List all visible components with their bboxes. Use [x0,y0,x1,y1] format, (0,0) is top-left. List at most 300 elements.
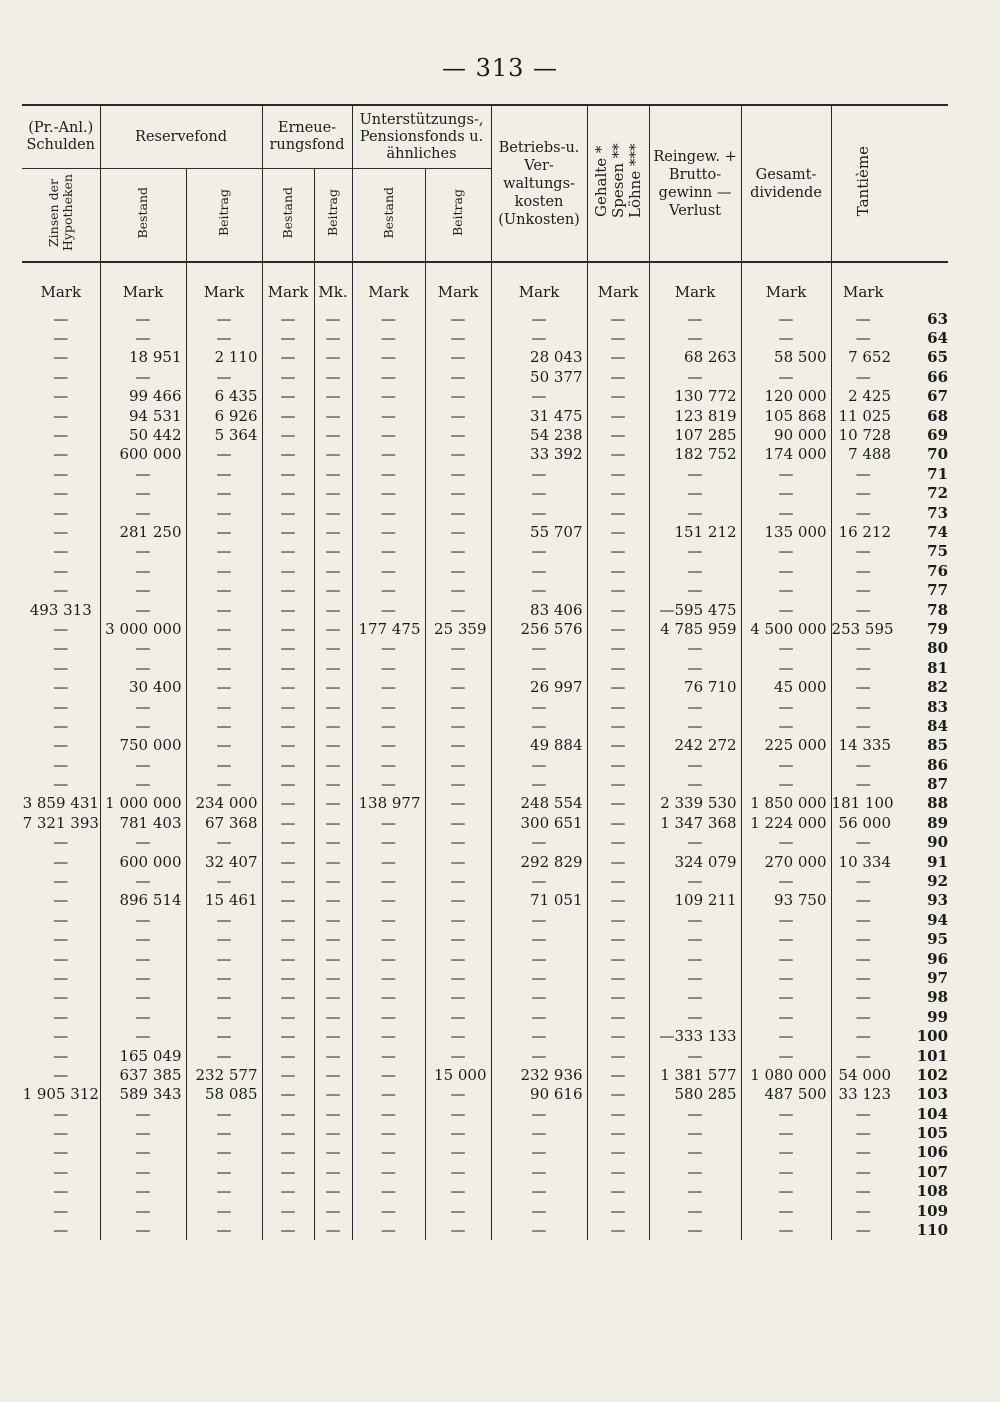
table-cell: — [53,367,69,386]
row-number: 84 [927,716,949,735]
table-cell: — [741,1104,831,1123]
table-cell: — [53,1143,69,1162]
table-cell: — [186,561,262,580]
table-cell: — [425,580,491,599]
table-cell: — [53,1007,69,1026]
table-cell: — [314,677,352,696]
table-cell: — [53,309,69,328]
table-row [22,522,948,541]
table-cell: — [262,542,314,561]
table-cell: — [352,1201,425,1220]
table-cell: — [649,716,741,735]
table-cell: — [100,658,186,677]
table-cell: — [649,639,741,658]
table-cell: — [53,833,69,852]
table-cell: — [53,639,69,658]
table-cell: — [314,348,352,367]
table-row [22,503,948,522]
table-cell: — [831,464,895,483]
table-cell: — [262,1162,314,1181]
table-cell: — [491,639,587,658]
table-cell: — [186,1201,262,1220]
table-cell: — [262,1201,314,1220]
table-cell: — [262,639,314,658]
table-cell: — [649,910,741,929]
table-cell: — [314,774,352,793]
table-cell: — [649,1162,741,1181]
table-cell: — [262,930,314,949]
table-cell: — [741,639,831,658]
table-cell: — [262,1026,314,1045]
table-cell: — [262,1123,314,1142]
table-cell: — [425,406,491,425]
table-cell: — [262,1065,314,1084]
table-cell: — [587,813,649,832]
table-cell: — [352,1065,425,1084]
table-cell: — [649,309,741,328]
unit-cell: Mark [587,275,649,309]
table-cell: — [53,1104,69,1123]
table-cell: — [491,1007,587,1026]
table-cell: — [262,367,314,386]
table-cell: — [314,406,352,425]
table-cell: 4 500 000 [741,619,831,638]
table-cell: 493 313 [29,600,92,619]
table-cell: 14 335 [831,736,895,755]
table-cell: 18 951 [100,348,186,367]
table-row [22,561,948,580]
table-cell: 2 425 [831,387,895,406]
table-cell: — [741,1046,831,1065]
table-cell: — [741,1162,831,1181]
table-cell: — [425,639,491,658]
table-cell: — [425,988,491,1007]
unit-cell: Mark [262,275,314,309]
table-cell: — [262,1007,314,1026]
table-cell: 55 707 [491,522,587,541]
table-cell: 7 321 393 [22,813,99,832]
table-cell: 90 616 [491,1085,587,1104]
table-cell: — [491,1182,587,1201]
table-cell: — [649,464,741,483]
table-cell: — [262,988,314,1007]
table-cell: — [100,1182,186,1201]
table-cell: — [314,309,352,328]
row-number: 108 [916,1182,949,1201]
table-cell: — [491,328,587,347]
table-cell: — [425,561,491,580]
table-cell: — [741,1220,831,1239]
table-cell: — [352,755,425,774]
table-cell: — [314,367,352,386]
table-cell: 232 936 [491,1065,587,1084]
table-cell: — [491,910,587,929]
row-number: 92 [927,872,949,891]
table-cell: — [649,580,741,599]
table-cell: 4 785 959 [649,619,741,638]
table-cell: — [831,367,895,386]
table-cell: — [100,1162,186,1181]
table-row [22,348,948,367]
table-cell: — [53,542,69,561]
table-cell: 58 085 [186,1085,262,1104]
row-number: 85 [927,736,949,755]
table-row [22,445,948,464]
table-row [22,425,948,444]
table-cell: — [352,1143,425,1162]
table-cell: — [491,1046,587,1065]
table-cell: 292 829 [491,852,587,871]
table-row [22,697,948,716]
header-unterstuetzung: Unterstützungs-, Pensionsfonds u. ähnliches [352,105,491,169]
table-cell: — [741,755,831,774]
table-cell: — [425,1123,491,1142]
table-cell: — [425,774,491,793]
table-cell: — [100,871,186,890]
table-cell: — [53,581,69,600]
table-cell: — [587,968,649,987]
table-cell: — [186,736,262,755]
unit-cell: Mk. [314,275,352,309]
table-cell: 487 500 [741,1085,831,1104]
table-cell: — [262,852,314,871]
table-cell: 5 364 [186,425,262,444]
table-cell: 589 343 [100,1085,186,1104]
row-number: 99 [927,1007,949,1026]
header-reservefond: Reservefond [100,105,262,169]
table-cell: — [262,774,314,793]
table-cell: — [587,988,649,1007]
table-cell: — [425,445,491,464]
row-number: 65 [927,348,949,367]
table-cell: — [491,716,587,735]
table-row [22,891,948,910]
table-cell: — [491,1220,587,1239]
table-cell: — [491,833,587,852]
subheader-reserve-bestand: Bestand [135,187,150,239]
table-cell: — [425,1143,491,1162]
subheader-reserve-beitrag: Beitrag [216,189,231,237]
table-cell: — [314,1201,352,1220]
table-cell: — [587,658,649,677]
table-cell: — [587,1162,649,1181]
table-cell: 182 752 [649,445,741,464]
unit-cell: Mark [831,275,895,309]
table-cell: — [831,1026,895,1045]
subheader-unterst-bestand: Bestand [380,187,396,239]
table-cell: — [186,968,262,987]
header-gesamtdividende: Gesamt-dividende [741,105,831,262]
table-cell: — [649,833,741,852]
table-cell: — [831,639,895,658]
table-cell: — [352,387,425,406]
table-cell: — [352,736,425,755]
table-cell: — [352,1085,425,1104]
table-cell: — [262,910,314,929]
table-cell: — [314,522,352,541]
table-cell: 30 400 [100,677,186,696]
table-cell: — [262,561,314,580]
table-cell: — [186,619,262,638]
table-cell: — [425,1104,491,1123]
table-cell: — [587,367,649,386]
table-cell: — [314,910,352,929]
table-cell: — [314,503,352,522]
table-cell: — [352,1104,425,1123]
row-number: 107 [916,1162,949,1181]
table-cell: — [314,716,352,735]
subheader-zinsen-cell [22,169,100,263]
table-cell: — [186,1007,262,1026]
table-cell: — [53,484,69,503]
table-cell: 54 238 [491,425,587,444]
header-blank [895,105,948,262]
table-cell: — [262,445,314,464]
table-row [22,600,948,619]
table-cell: — [100,949,186,968]
table-cell: — [53,775,69,794]
table-cell: — [649,1182,741,1201]
row-number: 104 [916,1104,949,1123]
table-cell: — [186,328,262,347]
table-row [22,1162,948,1181]
table-cell: — [587,484,649,503]
header-schulden: (Pr.-Anl.) Schulden [22,105,100,169]
table-cell: — [53,872,69,891]
unit-row [22,275,948,309]
table-cell: — [262,309,314,328]
table-cell: — [587,425,649,444]
table-cell: — [314,1085,352,1104]
table-row [22,949,948,968]
table-cell: — [100,1123,186,1142]
table-cell: — [352,639,425,658]
table-cell: — [649,755,741,774]
table-cell: — [741,658,831,677]
table-row [22,639,948,658]
table-cell: — [587,387,649,406]
table-cell: 3 859 431 [22,794,99,813]
table-cell: — [262,503,314,522]
table-row [22,484,948,503]
table-cell: 1 381 577 [649,1065,741,1084]
unit-cell: Mark [352,275,425,309]
table-cell: — [425,910,491,929]
table-cell: — [649,1007,741,1026]
table-cell: 781 403 [100,813,186,832]
table-cell: 225 000 [741,736,831,755]
table-cell: — [53,522,69,541]
table-row [22,988,948,1007]
table-cell: — [352,522,425,541]
table-cell: — [587,522,649,541]
table-cell: — [831,484,895,503]
table-row [22,387,948,406]
row-number: 73 [927,503,949,522]
table-cell: — [587,871,649,890]
table-cell: 25 359 [425,619,491,638]
table-row [22,716,948,735]
table-cell: — [831,658,895,677]
table-cell: — [587,580,649,599]
row-number: 95 [927,930,949,949]
table-cell: — [425,484,491,503]
row-number: 64 [927,329,949,348]
table-cell: —595 475 [649,600,741,619]
table-row [22,1065,948,1084]
table-cell: — [831,561,895,580]
table-cell: — [741,910,831,929]
table-cell: — [491,871,587,890]
table-cell: 600 000 [100,445,186,464]
table-cell: — [741,949,831,968]
table-cell: — [649,561,741,580]
table-cell: — [831,716,895,735]
table-cell: —333 133 [649,1026,741,1045]
row-number: 109 [916,1201,949,1220]
table-cell: — [314,968,352,987]
table-cell: — [649,697,741,716]
table-cell: — [352,677,425,696]
table-cell: — [100,833,186,852]
table-cell: — [587,1085,649,1104]
table-row [22,736,948,755]
table-cell: — [587,930,649,949]
table-cell: — [186,930,262,949]
table-cell: — [831,503,895,522]
table-cell: — [587,542,649,561]
table-cell: 750 000 [100,736,186,755]
row-number: 103 [916,1085,949,1104]
table-cell: — [425,794,491,813]
table-cell: — [491,464,587,483]
table-cell: — [314,891,352,910]
table-row [22,1182,948,1201]
table-cell: — [262,949,314,968]
table-cell: — [587,1065,649,1084]
table-cell: — [352,484,425,503]
table-cell: — [491,503,587,522]
table-cell: — [314,1065,352,1084]
table-cell: — [649,1046,741,1065]
table-cell: — [352,697,425,716]
table-cell: — [352,561,425,580]
header-gehalte-cell [587,105,649,262]
row-number: 89 [927,813,949,832]
table-cell: — [831,328,895,347]
table-cell: — [425,503,491,522]
table-cell: — [587,833,649,852]
table-cell: — [741,580,831,599]
table-cell: — [262,580,314,599]
table-cell: — [53,988,69,1007]
table-cell: — [425,425,491,444]
table-cell: — [53,348,69,367]
table-cell: — [831,1123,895,1142]
table-cell: — [649,949,741,968]
table-cell: — [314,949,352,968]
unit-cell: Mark [186,275,262,309]
table-cell: — [100,1220,186,1239]
subheader-erneu-beitrag-cell [314,169,352,263]
table-cell: — [100,968,186,987]
table-cell: 15 461 [186,891,262,910]
table-cell: 896 514 [100,891,186,910]
table-cell: 49 884 [491,736,587,755]
table-cell: — [186,1182,262,1201]
subheader-unterst-beitrag: Beitrag [450,189,466,237]
table-cell: — [262,348,314,367]
unit-cell: Mark [649,275,741,309]
table-cell: — [186,988,262,1007]
table-cell: — [186,445,262,464]
table-cell: — [314,445,352,464]
table-cell: — [314,639,352,658]
table-cell: — [186,542,262,561]
table-cell: — [425,464,491,483]
table-cell: — [53,1124,69,1143]
table-cell: — [314,542,352,561]
table-cell: — [53,736,69,755]
table-cell: 90 000 [741,425,831,444]
table-cell: — [262,755,314,774]
table-row [22,619,948,638]
table-cell: — [314,580,352,599]
table-cell: 3 000 000 [100,619,186,638]
table-cell: — [314,930,352,949]
table-cell: 600 000 [100,852,186,871]
row-number: 67 [927,387,949,406]
table-cell: — [262,677,314,696]
table-cell: 177 475 [352,619,425,638]
table-cell: 232 577 [186,1065,262,1084]
table-cell: — [587,716,649,735]
table-cell: — [649,988,741,1007]
table-cell: — [53,426,69,445]
table-cell: — [425,1085,491,1104]
table-cell: — [262,406,314,425]
table-cell: — [100,580,186,599]
table-cell: 76 710 [649,677,741,696]
table-row [22,1026,948,1045]
table-cell: — [53,503,69,522]
table-cell: 2 110 [186,348,262,367]
table-cell: 10 728 [831,425,895,444]
table-cell: — [831,910,895,929]
table-cell: — [262,464,314,483]
table-cell: — [587,600,649,619]
table-cell: — [649,484,741,503]
table-cell: 151 212 [649,522,741,541]
table-cell: — [741,367,831,386]
table-cell: — [262,1104,314,1123]
row-number: 75 [927,542,949,561]
table-cell: — [352,871,425,890]
table-cell: — [587,794,649,813]
table-cell: — [425,328,491,347]
table-cell: — [352,1182,425,1201]
table-cell: — [425,1162,491,1181]
table-cell: — [425,348,491,367]
data-rows [22,309,948,1240]
table-cell: — [649,774,741,793]
table-cell: — [262,600,314,619]
table-cell: — [491,1104,587,1123]
table-cell: — [741,503,831,522]
table-cell: — [831,600,895,619]
table-row [22,464,948,483]
table-cell: — [587,503,649,522]
